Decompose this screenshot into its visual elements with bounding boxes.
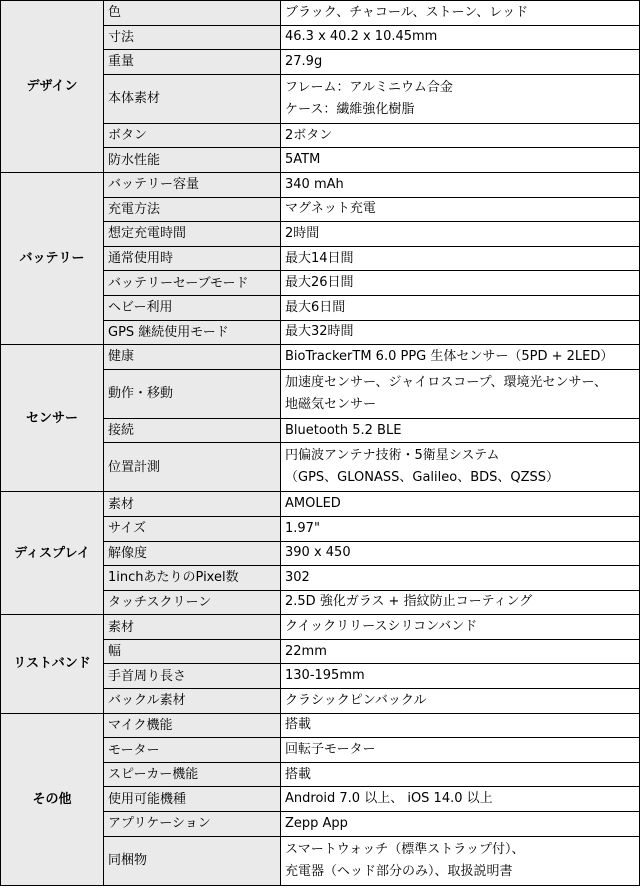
spec-label: 使用可能機種 [104, 787, 281, 812]
spec-label: サイズ [104, 516, 281, 541]
spec-value [281, 689, 640, 714]
spec-value [281, 738, 640, 763]
spec-value [281, 590, 640, 615]
spec-value [281, 713, 640, 738]
spec-value [281, 1, 640, 26]
spec-value [281, 25, 640, 50]
spec-value-line: ケース：繊維強化樹脂 [285, 101, 415, 117]
spec-value-line: AMOLED [285, 496, 341, 512]
spec-row [1, 492, 640, 517]
spec-value [281, 762, 640, 787]
spec-label: 色 [104, 1, 281, 26]
spec-value [281, 222, 640, 247]
spec-label: 重量 [104, 50, 281, 75]
section-category: ディスプレイ [1, 492, 104, 615]
spec-value-line: 1.97" [285, 520, 320, 536]
spec-value-line: 27.9g [285, 53, 323, 69]
spec-label: バックル素材 [104, 689, 281, 714]
spec-value-line: 最大14日間 [285, 250, 354, 266]
spec-value-line: 充電器（ヘッド部分のみ）、取扱説明書 [285, 863, 513, 879]
section-category: デザイン [1, 1, 104, 173]
spec-label: 通常使用時 [104, 246, 281, 271]
spec-value [281, 74, 640, 123]
spec-label: モーター [104, 738, 281, 763]
spec-value-line: 2時間 [285, 225, 320, 241]
spec-value [281, 836, 640, 885]
spec-label: 防水性能 [104, 148, 281, 173]
spec-value [281, 566, 640, 591]
spec-label: 動作・移動 [104, 369, 281, 418]
spec-value-line: 回転子モーター [285, 742, 376, 758]
spec-value-line: 最大26日間 [285, 275, 354, 291]
spec-label: GPS 継続使用モード [104, 320, 281, 345]
spec-value-line: クイックリリースシリコンバンド [285, 619, 478, 635]
spec-value-line: クラシックピンバックル [285, 692, 427, 708]
spec-value-line: 2.5D 強化ガラス + 指紋防止コーティング [285, 594, 533, 610]
spec-label: 素材 [104, 615, 281, 640]
spec-value [281, 615, 640, 640]
spec-label: マイク機能 [104, 713, 281, 738]
spec-value-line: マグネット充電 [285, 201, 376, 217]
spec-value [281, 197, 640, 222]
spec-value [281, 369, 640, 418]
spec-label: 本体素材 [104, 74, 281, 123]
spec-label: ヘビー利用 [104, 295, 281, 320]
spec-value [281, 295, 640, 320]
spec-value [281, 516, 640, 541]
spec-label: バッテリー容量 [104, 172, 281, 197]
spec-value-line: フレーム：アルミニウム合金 [285, 79, 453, 95]
spec-value-line: ブラック、チャコール、ストーン、レッド [285, 4, 529, 20]
spec-value-line: 2ボタン [285, 127, 333, 143]
spec-label: バッテリーセーブモード [104, 271, 281, 296]
spec-value [281, 345, 640, 370]
spec-value-line: Android 7.0 以上、 iOS 14.0 以上 [285, 791, 493, 807]
spec-value [281, 812, 640, 837]
spec-value [281, 320, 640, 345]
spec-value-line: 340 mAh [285, 176, 344, 192]
spec-value [281, 492, 640, 517]
spec-label: アプリケーション [104, 812, 281, 837]
spec-label: 接続 [104, 418, 281, 443]
spec-row [1, 713, 640, 738]
spec-row [1, 1, 640, 26]
section-category: その他 [1, 713, 104, 885]
spec-row [1, 345, 640, 370]
spec-value-line: 最大32時間 [285, 324, 354, 340]
spec-label: 充電方法 [104, 197, 281, 222]
spec-value [281, 271, 640, 296]
spec-row [1, 615, 640, 640]
spec-value-line: 390 x 450 [285, 545, 351, 561]
spec-value [281, 639, 640, 664]
spec-value [281, 50, 640, 75]
spec-value [281, 787, 640, 812]
spec-value-line: 302 [285, 569, 310, 585]
spec-value [281, 172, 640, 197]
spec-label: 寸法 [104, 25, 281, 50]
spec-value [281, 664, 640, 689]
spec-label: 1inchあたりのPixel数 [104, 566, 281, 591]
spec-label: 素材 [104, 492, 281, 517]
spec-value-line: 加速度センサー、ジャイロスコープ、環境光センサー、 [285, 374, 608, 390]
spec-value-line: 130-195mm [285, 668, 365, 684]
spec-value-line: 地磁気センサー [285, 396, 377, 412]
spec-label: 解像度 [104, 541, 281, 566]
spec-value-line: 22mm [285, 643, 327, 659]
spec-label: 想定充電時間 [104, 222, 281, 247]
spec-label: スピーカー機能 [104, 762, 281, 787]
spec-table-body [1, 1, 640, 886]
spec-value [281, 148, 640, 173]
spec-value-line: 46.3 x 40.2 x 10.45mm [285, 29, 438, 45]
spec-value-line: （GPS、GLONASS、Galileo、BDS、QZSS） [285, 470, 560, 486]
spec-label: ボタン [104, 123, 281, 148]
spec-value-line: 搭載 [285, 766, 312, 782]
spec-value [281, 418, 640, 443]
section-category: センサー [1, 345, 104, 492]
section-category: バッテリー [1, 172, 104, 344]
spec-label: 健康 [104, 345, 281, 370]
spec-value-line: 5ATM [285, 152, 321, 168]
spec-label: 手首周り長さ [104, 664, 281, 689]
spec-value-line: Bluetooth 5.2 BLE [285, 422, 402, 438]
spec-value [281, 246, 640, 271]
spec-label: 幅 [104, 639, 281, 664]
spec-label: 同梱物 [104, 836, 281, 885]
spec-row [1, 172, 640, 197]
spec-value-line: Zepp App [285, 815, 348, 831]
spec-label: 位置計測 [104, 443, 281, 492]
spec-value-line: 最大6日間 [285, 299, 346, 315]
section-category: リストバンド [1, 615, 104, 713]
spec-value-line: 搭載 [285, 717, 312, 733]
spec-value [281, 443, 640, 492]
spec-value-line: 円偏波アンテナ技術・5衛星システム [285, 448, 500, 464]
spec-label: タッチスクリーン [104, 590, 281, 615]
spec-value-line: スマートウォッチ（標準ストラップ付）、 [285, 841, 525, 857]
spec-value [281, 541, 640, 566]
spec-value [281, 123, 640, 148]
spec-value-line: BioTrackerTM 6.0 PPG 生体センサー（5PD + 2LED） [285, 348, 614, 364]
